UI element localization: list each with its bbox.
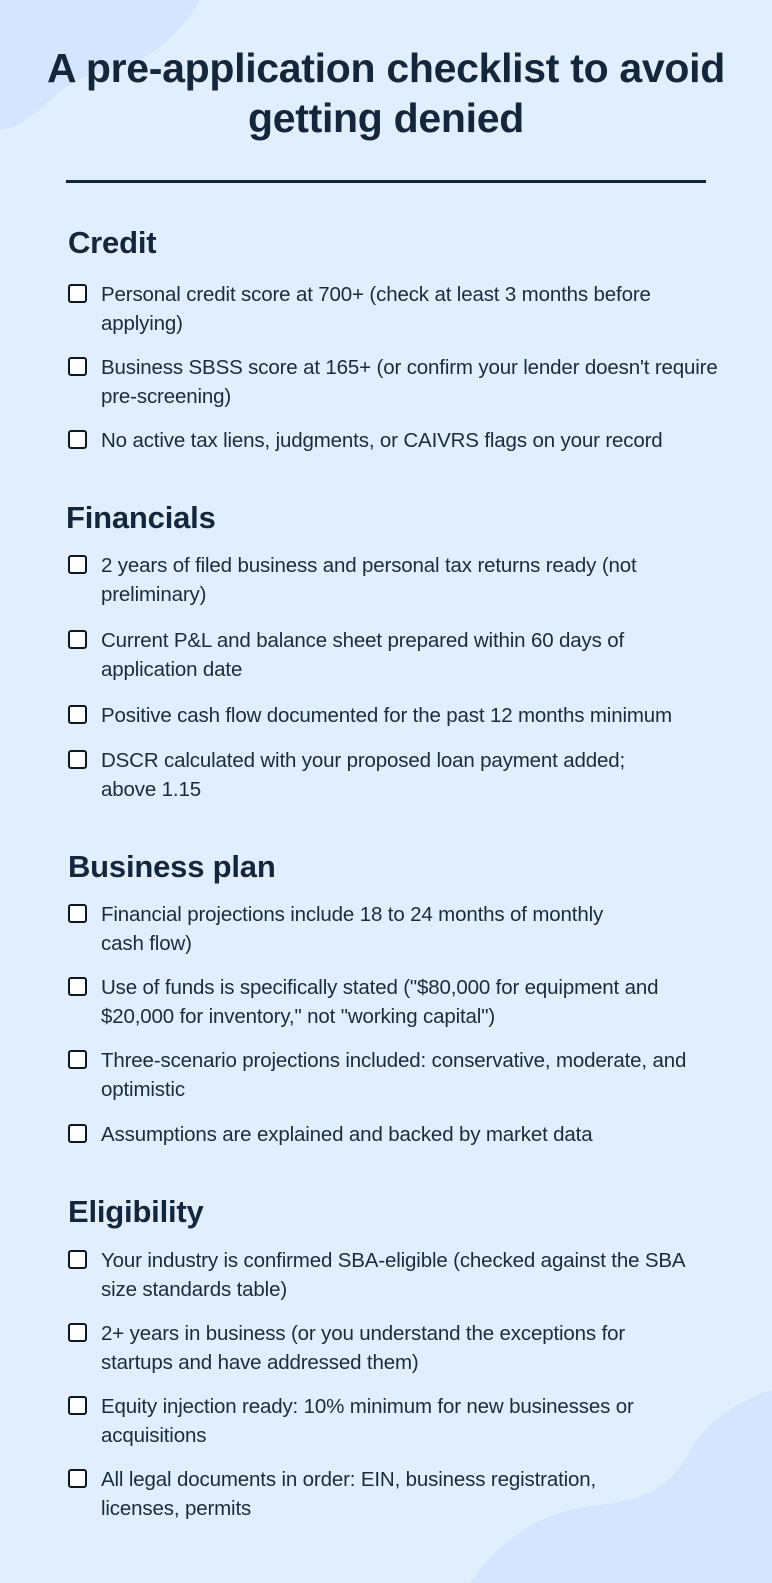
checklist-item-label: All legal documents in order: EIN, business registration, licenses, permits — [101, 1468, 597, 1520]
checklist-item-label: No active tax liens, judgments, or CAIVRS flags on your record — [101, 429, 663, 452]
checklist-item-label: Financial projections include 18 to 24 months of monthly cash flow) — [101, 903, 604, 955]
checklist-item-label: Current P&L and balance sheet prepared within 60 days of application date — [101, 629, 625, 681]
checklist-item-label: Assumptions are explained and backed by market data — [101, 1123, 593, 1146]
checklist-item-label: 2 years of filed business and personal tax returns ready (not preliminary) — [101, 554, 637, 606]
checkbox[interactable] — [68, 1469, 87, 1488]
checkbox[interactable] — [68, 750, 87, 769]
checklist-item-label: Three-scenario projections included: conservative, moderate, and optimistic — [101, 1049, 687, 1101]
checklist-item-label: DSCR calculated with your proposed loan payment added; above 1.15 — [101, 749, 626, 801]
checkbox[interactable] — [68, 1050, 87, 1069]
checkbox[interactable] — [68, 977, 87, 996]
checkbox[interactable] — [68, 1124, 87, 1143]
checklist-item-label: Personal credit score at 700+ (check at least 3 months before applying) — [101, 283, 651, 335]
title-divider — [66, 180, 706, 183]
checklist-item-label: Business SBSS score at 165+ (or confirm your lender doesn't require pre-screening) — [101, 356, 718, 408]
checklist-item-label: Use of funds is specifically stated ("$80,000 for equipment and $20,000 for inventory," not "working capital") — [101, 976, 659, 1028]
checklist-item-label: 2+ years in business (or you understand the exceptions for startups and have addressed them) — [101, 1322, 626, 1374]
checkbox[interactable] — [68, 284, 87, 303]
section-heading-eligibility: Eligibility — [68, 1194, 204, 1229]
checkbox[interactable] — [68, 705, 87, 724]
checklist-item-label: Equity injection ready: 10% minimum for new businesses or acquisitions — [101, 1395, 634, 1447]
section-heading-business-plan: Business plan — [68, 849, 276, 884]
checkbox[interactable] — [68, 1396, 87, 1415]
checkbox[interactable] — [68, 904, 87, 923]
checkbox[interactable] — [68, 1323, 87, 1342]
checkbox[interactable] — [68, 430, 87, 449]
checkbox[interactable] — [68, 630, 87, 649]
checkbox[interactable] — [68, 1250, 87, 1269]
checklist-item-label: Positive cash flow documented for the past 12 months minimum — [101, 704, 672, 727]
checkbox[interactable] — [68, 357, 87, 376]
section-heading-credit: Credit — [68, 225, 157, 260]
section-heading-financials: Financials — [66, 500, 216, 535]
page-title: A pre-application checklist to avoid getting denied — [47, 45, 725, 141]
checklist-item-label: Your industry is confirmed SBA-eligible (checked against the SBA size standards table) — [101, 1249, 685, 1301]
checkbox[interactable] — [68, 555, 87, 574]
